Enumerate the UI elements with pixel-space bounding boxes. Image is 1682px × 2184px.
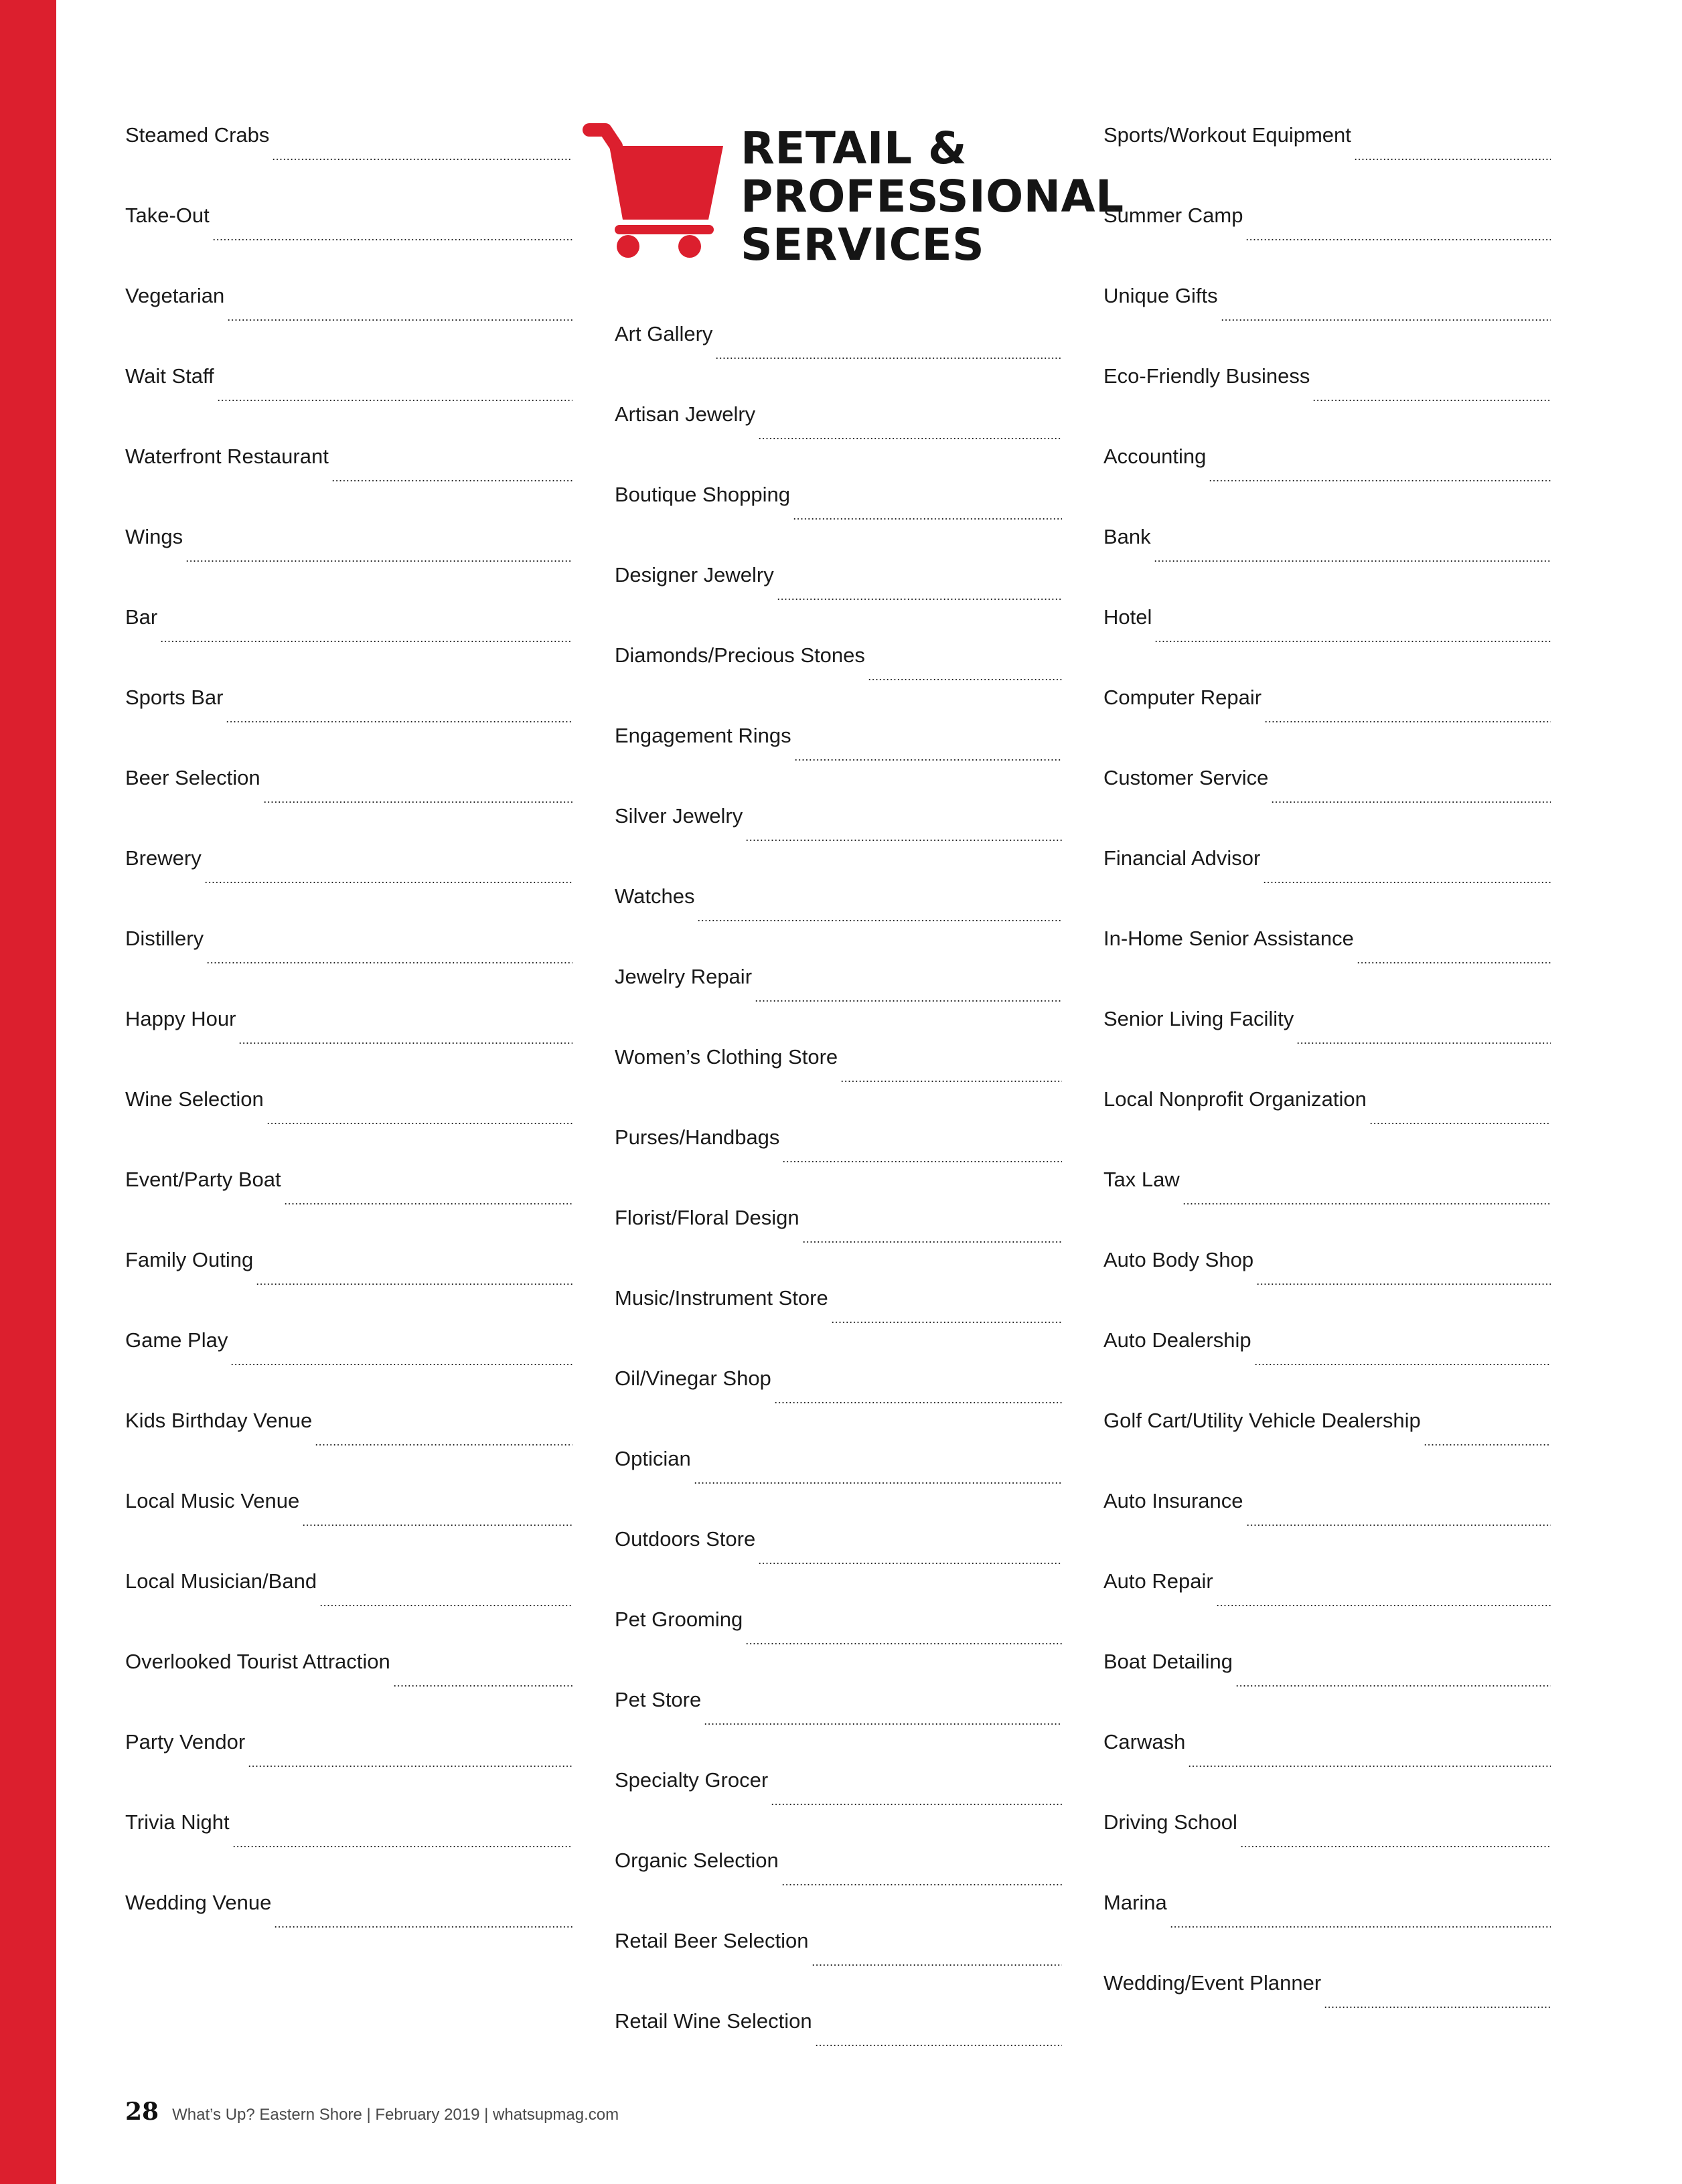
ballot-entry[interactable]: [1103, 757, 1551, 837]
ballot-category-label: Retail Beer Selection: [615, 1929, 809, 1952]
ballot-category-label: Organic Selection: [615, 1849, 779, 1872]
ballot-entry[interactable]: [1103, 596, 1551, 676]
ballot-entry[interactable]: [1103, 1078, 1551, 1158]
write-in-dotted-line[interactable]: [248, 1766, 572, 1767]
ballot-category-label: Party Vendor: [125, 1730, 246, 1753]
write-in-dotted-line[interactable]: [1324, 2007, 1551, 2008]
ballot-category-label: Purses/Handbags: [615, 1125, 780, 1149]
ballot-entry[interactable]: [1103, 1721, 1551, 1801]
ballot-entry[interactable]: [125, 1560, 572, 1640]
write-in-dotted-line[interactable]: [745, 1643, 1062, 1644]
write-in-dotted-line[interactable]: [1424, 1444, 1551, 1446]
write-in-dotted-line[interactable]: [1170, 1926, 1551, 1928]
ballot-category-label: Computer Repair: [1103, 686, 1262, 709]
ballot-entry[interactable]: [1103, 998, 1551, 1078]
section-title: [741, 125, 1124, 269]
ballot-entry[interactable]: [615, 1357, 1062, 1437]
ballot-entry[interactable]: [615, 1518, 1062, 1598]
ballot-entry[interactable]: [615, 1277, 1062, 1357]
write-in-dotted-line[interactable]: [1245, 239, 1551, 240]
ballot-category-label: Senior Living Facility: [1103, 1007, 1294, 1030]
ballot-category-label: Watches: [615, 884, 695, 908]
write-in-dotted-line[interactable]: [794, 759, 1062, 761]
ballot-entry[interactable]: [615, 1437, 1062, 1518]
right-column: [1103, 114, 1551, 2042]
write-in-dotted-line[interactable]: [1312, 400, 1551, 401]
write-in-dotted-line[interactable]: [256, 1283, 572, 1285]
write-in-dotted-line[interactable]: [238, 1042, 572, 1044]
ballot-category-label: Driving School: [1103, 1810, 1237, 1834]
write-in-dotted-line[interactable]: [274, 1926, 572, 1928]
write-in-dotted-line[interactable]: [1256, 1283, 1551, 1285]
ballot-category-label: Accounting: [1103, 445, 1207, 468]
ballot-entry[interactable]: [1103, 1399, 1551, 1480]
write-in-dotted-line[interactable]: [204, 882, 572, 883]
ballot-category-label: Summer Camp: [1103, 204, 1243, 227]
write-in-dotted-line[interactable]: [302, 1525, 572, 1526]
ballot-category-label: Optician: [615, 1447, 691, 1470]
ballot-category-label: Music/Instrument Store: [615, 1286, 828, 1310]
write-in-dotted-line[interactable]: [793, 518, 1062, 520]
ballot-category-label: Outdoors Store: [615, 1527, 756, 1551]
ballot-entry[interactable]: [615, 875, 1062, 955]
ballot-entry[interactable]: [615, 714, 1062, 795]
write-in-dotted-line[interactable]: [812, 1964, 1063, 1966]
write-in-dotted-line[interactable]: [1221, 319, 1551, 321]
ballot-category-label: Specialty Grocer: [615, 1768, 769, 1792]
shopping-cart-icon: [581, 119, 730, 261]
ballot-entry[interactable]: [615, 554, 1062, 634]
write-in-dotted-line[interactable]: [284, 1203, 572, 1204]
ballot-category-label: Take-Out: [125, 204, 210, 227]
write-in-dotted-line[interactable]: [1188, 1766, 1551, 1767]
ballot-entry[interactable]: [615, 1036, 1062, 1116]
ballot-category-label: Bar: [125, 605, 158, 629]
ballot-entry[interactable]: [125, 1078, 572, 1158]
write-in-dotted-line[interactable]: [1240, 1846, 1551, 1847]
publication-info: What’s Up? Eastern Shore | February 2019 | whatsupmag.com: [172, 2106, 619, 2124]
write-in-dotted-line[interactable]: [1264, 721, 1551, 722]
ballot-entry[interactable]: [125, 435, 572, 516]
ballot-entry[interactable]: [1103, 1881, 1551, 1962]
ballot-entry[interactable]: [125, 114, 572, 194]
red-edge-bar: [0, 0, 56, 2184]
write-in-dotted-line[interactable]: [393, 1685, 572, 1687]
section-title-line: RETAIL &: [741, 123, 968, 174]
write-in-dotted-line[interactable]: [697, 920, 1062, 921]
write-in-dotted-line[interactable]: [331, 480, 572, 481]
ballot-category-label: Local Nonprofit Organization: [1103, 1087, 1367, 1111]
ballot-category-label: Florist/Floral Design: [615, 1206, 799, 1229]
write-in-dotted-line[interactable]: [272, 159, 572, 160]
write-in-dotted-line[interactable]: [217, 400, 572, 401]
ballot-category-label: Auto Dealership: [1103, 1328, 1251, 1352]
ballot-entry[interactable]: [1103, 676, 1551, 757]
ballot-entry[interactable]: [125, 998, 572, 1078]
ballot-entry[interactable]: [1103, 275, 1551, 355]
write-in-dotted-line[interactable]: [745, 840, 1062, 841]
ballot-entry[interactable]: [125, 757, 572, 837]
ballot-entry[interactable]: [1103, 114, 1551, 194]
ballot-category-label: Local Music Venue: [125, 1489, 300, 1512]
write-in-dotted-line[interactable]: [1182, 1203, 1551, 1204]
ballot-entry[interactable]: [125, 596, 572, 676]
write-in-dotted-line[interactable]: [232, 1846, 572, 1847]
write-in-dotted-line[interactable]: [831, 1322, 1062, 1323]
ballot-entry[interactable]: [125, 1319, 572, 1399]
ballot-entry[interactable]: [615, 1920, 1062, 2000]
ballot-category-label: Carwash: [1103, 1730, 1186, 1753]
page-number: 28: [125, 2098, 159, 2126]
write-in-dotted-line[interactable]: [755, 1000, 1062, 1002]
ballot-category-label: Trivia Night: [125, 1810, 230, 1834]
write-in-dotted-line[interactable]: [160, 641, 572, 642]
ballot-category-label: Local Musician/Band: [125, 1569, 317, 1593]
write-in-dotted-line[interactable]: [1154, 641, 1551, 642]
write-in-dotted-line[interactable]: [840, 1081, 1062, 1082]
section-header: [581, 119, 1124, 273]
write-in-dotted-line[interactable]: [758, 438, 1062, 439]
ballot-category-label: Beer Selection: [125, 766, 260, 789]
write-in-dotted-line[interactable]: [771, 1804, 1062, 1805]
ballot-entry[interactable]: [125, 1721, 572, 1801]
ballot-category-label: Vegetarian: [125, 284, 225, 307]
ballot-category-label: Engagement Rings: [615, 724, 791, 747]
ballot-entry[interactable]: [125, 516, 572, 596]
ballot-entry[interactable]: [615, 1598, 1062, 1679]
section-title-line: SERVICES: [741, 219, 985, 270]
ballot-entry[interactable]: [1103, 435, 1551, 516]
ballot-category-label: Bank: [1103, 525, 1151, 548]
ballot-category-label: Wait Staff: [125, 364, 214, 388]
ballot-category-label: Brewery: [125, 846, 202, 870]
ballot-category-label: Eco-Friendly Business: [1103, 364, 1310, 388]
ballot-category-label: Auto Insurance: [1103, 1489, 1243, 1512]
write-in-dotted-line[interactable]: [802, 1241, 1062, 1243]
ballot-entry[interactable]: [1103, 1560, 1551, 1640]
write-in-dotted-line[interactable]: [868, 679, 1062, 680]
ballot-entry[interactable]: [125, 275, 572, 355]
ballot-category-label: Pet Grooming: [615, 1608, 743, 1631]
ballot-entry[interactable]: [1103, 1239, 1551, 1319]
ballot-category-label: Wings: [125, 525, 183, 548]
ballot-entry[interactable]: [1103, 516, 1551, 596]
ballot-category-label: Golf Cart/Utility Vehicle Dealership: [1103, 1409, 1421, 1432]
ballot-category-label: Art Gallery: [615, 322, 713, 345]
write-in-dotted-line[interactable]: [206, 962, 572, 963]
section-title-line: PROFESSIONAL: [741, 171, 1124, 222]
write-in-dotted-line[interactable]: [230, 1364, 572, 1365]
ballot-entry[interactable]: [125, 1480, 572, 1560]
ballot-category-label: Kids Birthday Venue: [125, 1409, 313, 1432]
ballot-entry[interactable]: [125, 1801, 572, 1881]
ballot-entry[interactable]: [615, 1116, 1062, 1196]
ballot-entry[interactable]: [125, 676, 572, 757]
ballot-category-label: Steamed Crabs: [125, 123, 270, 147]
write-in-dotted-line[interactable]: [1271, 801, 1551, 803]
write-in-dotted-line[interactable]: [758, 1563, 1062, 1564]
ballot-entry[interactable]: [615, 795, 1062, 875]
ballot-entry[interactable]: [1103, 355, 1551, 435]
ballot-entry[interactable]: [125, 1239, 572, 1319]
write-in-dotted-line[interactable]: [1354, 159, 1551, 160]
write-in-dotted-line[interactable]: [1216, 1605, 1551, 1606]
ballot-category-label: Sports Bar: [125, 686, 224, 709]
ballot-entry[interactable]: [1103, 1640, 1551, 1721]
ballot-category-label: Silver Jewelry: [615, 804, 743, 828]
ballot-category-label: Boat Detailing: [1103, 1650, 1233, 1673]
ballot-category-label: Artisan Jewelry: [615, 402, 756, 426]
write-in-dotted-line[interactable]: [782, 1161, 1062, 1162]
write-in-dotted-line[interactable]: [226, 721, 572, 722]
ballot-entry[interactable]: [1103, 917, 1551, 998]
write-in-dotted-line[interactable]: [1154, 560, 1551, 562]
write-in-dotted-line[interactable]: [266, 1123, 572, 1124]
write-in-dotted-line[interactable]: [1235, 1685, 1551, 1687]
ballot-category-label: Marina: [1103, 1891, 1167, 1914]
ballot-category-label: Family Outing: [125, 1248, 254, 1271]
ballot-category-label: Wedding/Event Planner: [1103, 1971, 1322, 1995]
write-in-dotted-line[interactable]: [1246, 1525, 1551, 1526]
write-in-dotted-line[interactable]: [704, 1723, 1062, 1725]
ballot-category-label: Customer Service: [1103, 766, 1269, 789]
ballot-category-label: Financial Advisor: [1103, 846, 1261, 870]
ballot-category-label: Auto Repair: [1103, 1569, 1213, 1593]
write-in-dotted-line[interactable]: [185, 560, 572, 562]
ballot-category-label: Auto Body Shop: [1103, 1248, 1254, 1271]
ballot-category-label: Overlooked Tourist Attraction: [125, 1650, 390, 1673]
ballot-entry[interactable]: [615, 1679, 1062, 1759]
ballot-category-label: Waterfront Restaurant: [125, 445, 329, 468]
ballot-entry[interactable]: [615, 473, 1062, 554]
ballot-entry[interactable]: [615, 393, 1062, 473]
write-in-dotted-line[interactable]: [263, 801, 572, 803]
write-in-dotted-line[interactable]: [777, 599, 1062, 600]
ballot-entry[interactable]: [125, 355, 572, 435]
left-column: [125, 114, 572, 1962]
page-footer: [125, 2098, 619, 2126]
write-in-dotted-line[interactable]: [774, 1402, 1062, 1403]
ballot-entry[interactable]: [615, 955, 1062, 1036]
write-in-dotted-line[interactable]: [694, 1482, 1062, 1484]
ballot-category-label: Women’s Clothing Store: [615, 1045, 838, 1069]
ballot-category-label: Jewelry Repair: [615, 965, 753, 988]
ballot-category-label: Unique Gifts: [1103, 284, 1218, 307]
ballot-entry[interactable]: [125, 917, 572, 998]
ballot-category-label: Pet Store: [615, 1688, 702, 1711]
write-in-dotted-line[interactable]: [1263, 882, 1551, 883]
ballot-entry[interactable]: [1103, 194, 1551, 275]
ballot-category-label: Game Play: [125, 1328, 228, 1352]
ballot-category-label: Designer Jewelry: [615, 563, 774, 587]
ballot-category-label: Distillery: [125, 927, 204, 950]
ballot-entry[interactable]: [615, 1196, 1062, 1277]
middle-column: [615, 313, 1062, 2080]
write-in-dotted-line[interactable]: [212, 239, 572, 240]
ballot-category-label: Boutique Shopping: [615, 483, 791, 506]
ballot-entry[interactable]: [615, 1759, 1062, 1839]
ballot-entry[interactable]: [125, 194, 572, 275]
ballot-category-label: Tax Law: [1103, 1168, 1180, 1191]
ballot-category-label: In-Home Senior Assistance: [1103, 927, 1354, 950]
ballot-entry[interactable]: [615, 634, 1062, 714]
write-in-dotted-line[interactable]: [1254, 1364, 1551, 1365]
ballot-category-label: Oil/Vinegar Shop: [615, 1367, 771, 1390]
ballot-entry[interactable]: [125, 1640, 572, 1721]
ballot-entry[interactable]: [1103, 1801, 1551, 1881]
ballot-entry[interactable]: [1103, 1480, 1551, 1560]
ballot-category-label: Event/Party Boat: [125, 1168, 281, 1191]
write-in-dotted-line[interactable]: [1369, 1123, 1551, 1124]
ballot-entry[interactable]: [615, 1839, 1062, 1920]
write-in-dotted-line[interactable]: [815, 2045, 1062, 2046]
write-in-dotted-line[interactable]: [1209, 480, 1551, 481]
ballot-category-label: Sports/Workout Equipment: [1103, 123, 1351, 147]
write-in-dotted-line[interactable]: [1357, 962, 1551, 963]
write-in-dotted-line[interactable]: [715, 358, 1062, 359]
write-in-dotted-line[interactable]: [227, 319, 572, 321]
ballot-entry[interactable]: [1103, 837, 1551, 917]
ballot-category-label: Wedding Venue: [125, 1891, 272, 1914]
ballot-category-label: Wine Selection: [125, 1087, 264, 1111]
ballot-entry[interactable]: [1103, 1158, 1551, 1239]
write-in-dotted-line[interactable]: [1296, 1042, 1551, 1044]
ballot-entry[interactable]: [125, 1881, 572, 1962]
ballot-entry[interactable]: [1103, 1319, 1551, 1399]
write-in-dotted-line[interactable]: [315, 1444, 572, 1446]
ballot-category-label: Hotel: [1103, 605, 1152, 629]
ballot-entry[interactable]: [125, 1399, 572, 1480]
ballot-entry[interactable]: [125, 837, 572, 917]
ballot-category-label: Diamonds/Precious Stones: [615, 643, 865, 667]
ballot-entry[interactable]: [125, 1158, 572, 1239]
ballot-entry[interactable]: [1103, 1962, 1551, 2042]
ballot-entry[interactable]: [615, 313, 1062, 393]
write-in-dotted-line[interactable]: [319, 1605, 572, 1606]
ballot-category-label: Happy Hour: [125, 1007, 236, 1030]
write-in-dotted-line[interactable]: [781, 1884, 1062, 1885]
ballot-category-label: Retail Wine Selection: [615, 2009, 812, 2033]
ballot-entry[interactable]: [615, 2000, 1062, 2080]
